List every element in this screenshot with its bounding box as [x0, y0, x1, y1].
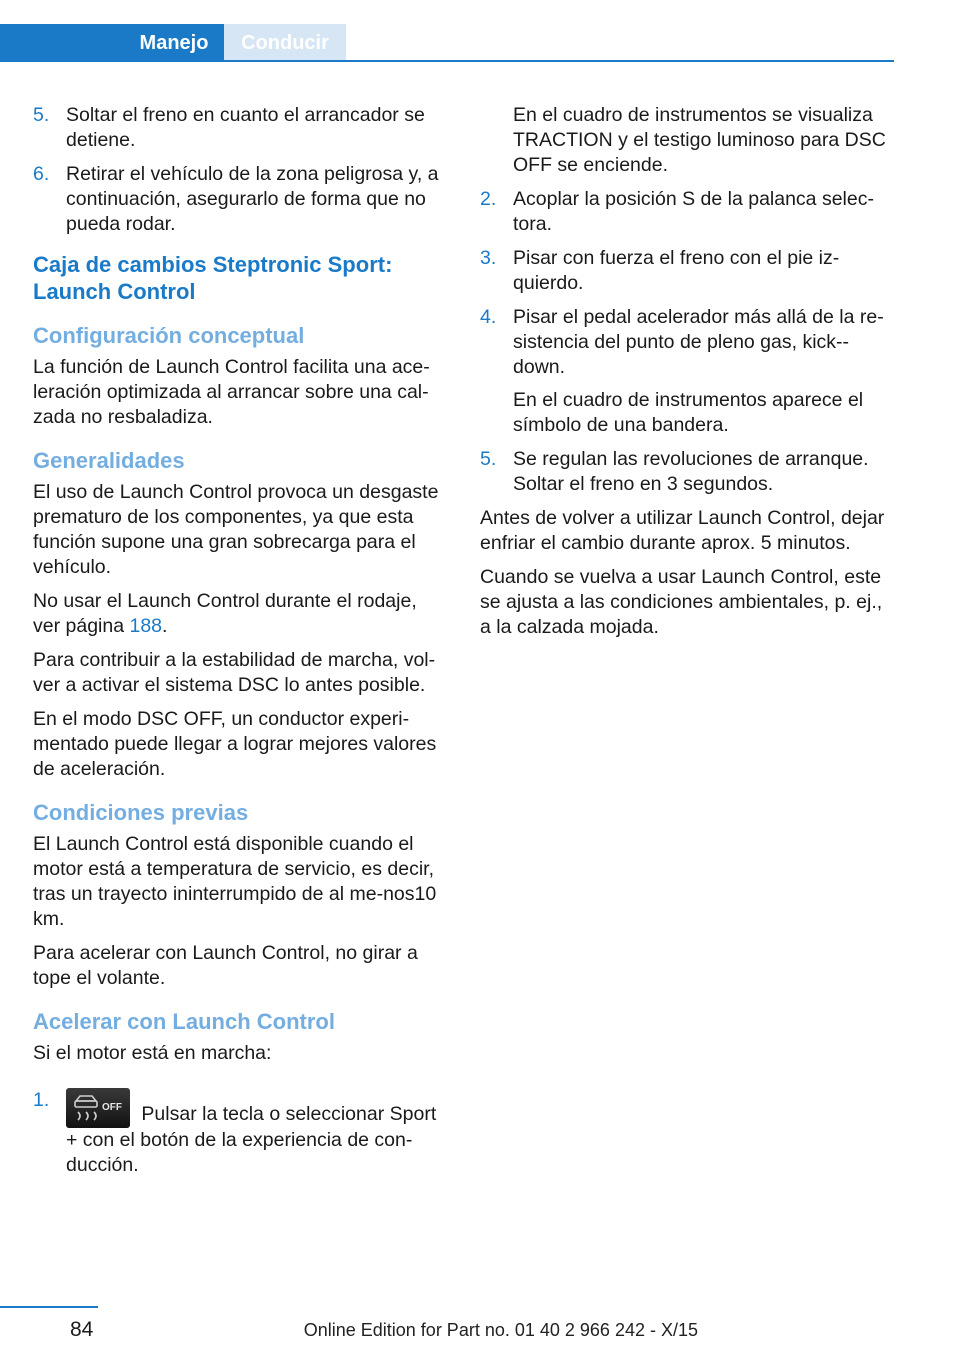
list-text: Soltar el freno en cuanto el arrancador se detiene.	[66, 104, 425, 151]
prereq-p1: El Launch Control está disponible cuando el motor está a temperatura de servicio, es decir, tras un trayecto ininterrumpido de al me‐nos10 km.	[33, 833, 437, 930]
right-p2: Cuando se vuelva a usar Launch Control, este se ajusta a las condiciones ambientales, p. ej., a la calzada mojada.	[480, 566, 883, 638]
general-p4: En el modo DSC OFF, un conductor experi‐mentado puede llegar a lograr mejores valores de aceleración.	[33, 708, 437, 780]
list-subtext: En el cuadro de instrumentos aparece el símbolo de una bandera.	[513, 389, 864, 436]
header-rule	[0, 60, 894, 62]
list-text: Pisar el pedal acelerador más allá de la re‐sistencia del punto de pleno gas, kick‐-down.	[513, 306, 884, 378]
prereq-p2: Para acelerar con Launch Control, no girar a tope el volante.	[33, 942, 418, 989]
list-text: Pulsar la tecla o seleccionar Sport + con el botón de la experiencia de con‐ducción.	[66, 1103, 437, 1176]
page-number: 84	[70, 1318, 94, 1341]
list-item	[480, 447, 896, 497]
dsc-off-button-icon	[66, 1088, 130, 1128]
general-p3: Para contribuir a la estabilidad de marcha, vol‐ver a activar el sistema DSC lo antes posible.	[33, 649, 436, 696]
subsection-general-title: Generalidades	[33, 448, 185, 473]
list-number: 3.	[480, 247, 497, 269]
list-text: En el cuadro de instrumentos se visualiza TRACTION y el testigo luminoso para DSC OFF se enciende.	[513, 104, 886, 176]
subsection-config-title: Configuración conceptual	[33, 323, 305, 348]
general-p2	[33, 589, 447, 639]
right-p1: Antes de volver a utilizar Launch Control, dejar enfriar el cambio durante aprox. 5 minutos.	[480, 507, 885, 554]
list-item	[480, 305, 896, 438]
list-text: Retirar el vehículo de la zona peligrosa y, a continuación, asegurarlo de forma que no pueda rodar.	[66, 163, 439, 235]
section-title: Caja de cambios Steptronic Sport: Launch Control	[33, 252, 393, 304]
list-item-cont	[480, 103, 896, 178]
tab-manejo[interactable]: Manejo	[124, 24, 224, 62]
list-number: 1.	[33, 1089, 50, 1111]
general-p2-end: .	[162, 615, 168, 637]
page-link[interactable]: 188	[129, 615, 163, 637]
subsection-prereq-title: Condiciones previas	[33, 800, 249, 825]
tab-conducir[interactable]: Conducir	[224, 24, 346, 62]
list-number: 5.	[33, 104, 50, 126]
subsection-accel-title: Acelerar con Launch Control	[33, 1009, 335, 1034]
svg-text:OFF: OFF	[102, 1102, 122, 1113]
right-column	[480, 103, 896, 649]
list-item	[33, 162, 447, 237]
list-text: Pisar con fuerza el freno con el pie iz‐quierdo.	[513, 247, 840, 294]
list-item	[33, 103, 447, 153]
list-item	[480, 187, 896, 237]
list-number: 2.	[480, 188, 497, 210]
edition-note: Online Edition for Part no. 01 40 2 966 242 - X/15	[303, 1320, 698, 1340]
left-column	[33, 103, 447, 1187]
general-p2-text: No usar el Launch Control durante el rodaje, ver página	[33, 590, 417, 637]
general-p1: El uso de Launch Control provoca un desgaste prematuro de los componentes, ya que esta función supone una gran sobrecarga para el vehículo.	[33, 481, 439, 578]
list-item	[480, 246, 896, 296]
header-tab-stub	[0, 24, 124, 62]
footer-rule	[0, 1306, 98, 1308]
list-text: Acoplar la posición S de la palanca selec‐tora.	[513, 188, 874, 235]
list-item	[33, 1088, 447, 1178]
list-number: 5.	[480, 448, 497, 470]
config-text: La función de Launch Control facilita una ace‐leración optimizada al arrancar sobre una cal‐zada no resbaladiza.	[33, 356, 430, 428]
accel-intro: Si el motor está en marcha:	[33, 1042, 272, 1064]
list-number: 6.	[33, 163, 50, 185]
list-number: 4.	[480, 306, 497, 328]
list-text: Se regulan las revoluciones de arranque. Soltar el freno en 3 segundos.	[513, 448, 869, 495]
